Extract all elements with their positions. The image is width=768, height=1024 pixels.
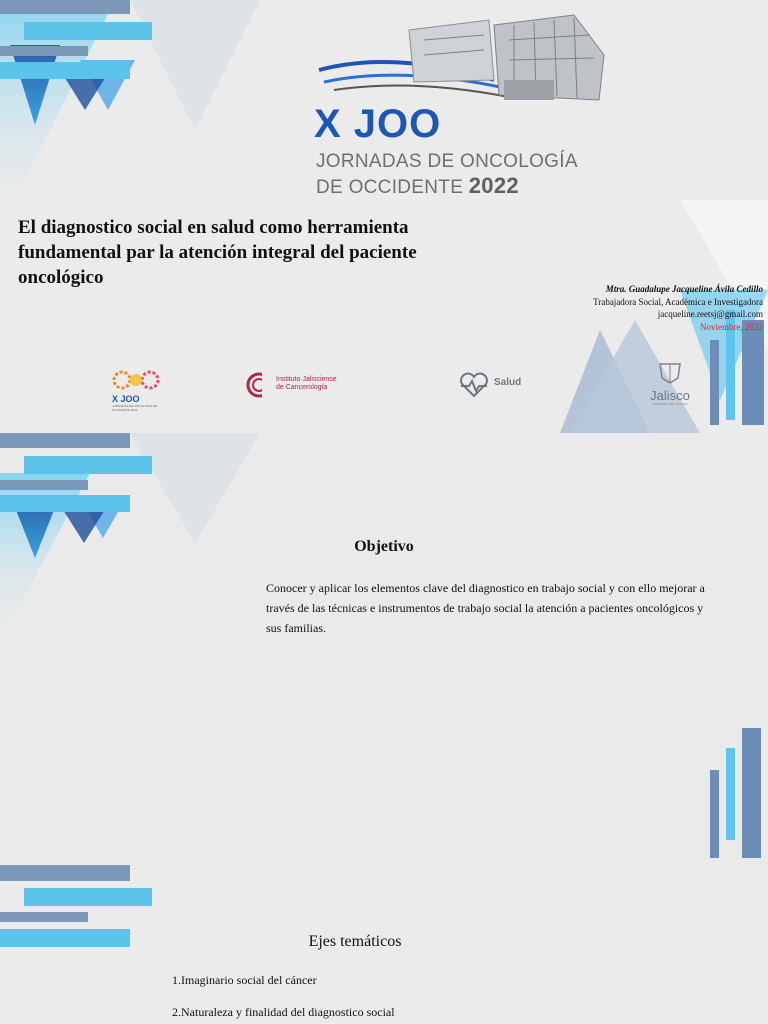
title-slide [0,0,768,433]
author-name: Mtra. Guadalupe Jacqueline Ávila Cedillo [605,284,763,294]
salud-logo: Salud [458,372,538,398]
xjoo-small-logo: X JOO JORNADAS DE ONCOLOGÍA DE OCCIDENTE 2022 [112,368,172,408]
section-heading: Ejes temáticos [308,933,402,950]
sunburst-icon [112,368,162,390]
sponsor-logos [0,360,768,415]
deco-bar [742,728,761,858]
deco-bar [0,912,88,922]
presentation-date: Noviembre, 2022 [700,321,763,332]
ijc-logo: Instituto Jalisciense de Cancerología [246,370,366,404]
author-block [593,283,763,333]
deco-bar [726,748,735,840]
topics-slide [0,865,768,1024]
building-icon [314,10,614,105]
objective-slide [0,433,768,865]
author-role: Trabajadora Social, Académica e Investigadora [593,296,763,307]
jalisco-logo: Jalisco GOBIERNO DEL ESTADO [640,360,700,412]
deco-bar [0,46,88,56]
deco-bar [24,22,152,40]
deco-bar [24,456,152,474]
topic-item: 2.Naturaleza y finalidad del diagnostico social [172,1005,395,1019]
deco-bar [0,480,88,490]
brand-mark: X JOO [314,102,442,146]
ijc-icon [246,372,272,398]
brand-line-1: JORNADAS DE ONCOLOGÍA [316,151,578,172]
topic-item: 1.Imaginario social del cáncer [172,973,317,987]
deco-bar [710,770,719,858]
deco-bar [0,495,130,512]
presentation-title: El diagnostico social en salud como herramienta fundamental par la atención integral del paciente oncológico [18,217,417,288]
deco-bar [0,0,130,14]
objective-paragraph: Conocer y aplicar los elementos clave del diagnostico en trabajo social y con ello mejorar a través de las técnicas e instrumentos de trabajo social la atención a pacientes oncológicos y sus familias. [266,581,705,635]
brand-line-2: DE OCCIDENTE 2022 [316,173,519,198]
section-heading: Objetivo [354,538,414,555]
deco-bar [0,433,130,448]
heart-pulse-icon [458,372,490,398]
event-logo [314,10,614,200]
deco-bar [24,888,152,906]
coat-of-arms-icon [656,360,684,384]
deco-bar [0,62,130,79]
deco-bar [0,865,130,881]
author-email: jacqueline.reetsj@gmail.com [657,309,763,319]
